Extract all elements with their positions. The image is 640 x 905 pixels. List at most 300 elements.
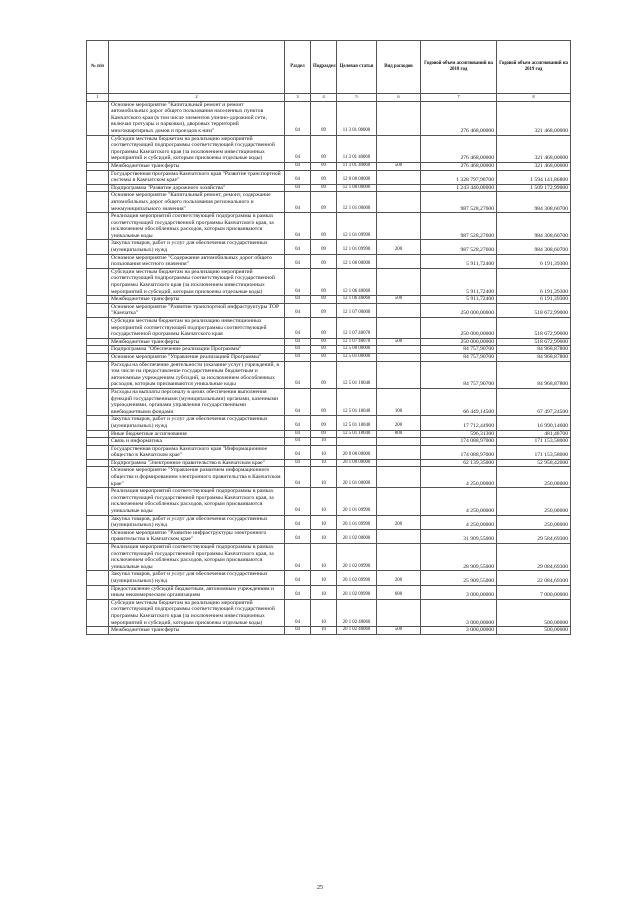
row-name: Закупка товаров, работ и услуг для обеспечения государственных (муниципальных) нужд	[109, 515, 285, 529]
row-amount-2019: 1 594 141,86800	[497, 170, 571, 184]
row-name: Государственная программа Камчатского края "Развитие транспортной системы в Камчатском крае"	[109, 170, 285, 184]
row-name: Государственная программа Камчатского края "Информационное общество в Камчатском крае"	[109, 445, 285, 459]
row-amount-2019: 250,00000	[497, 515, 571, 529]
row-name: Расходы на обеспечение деятельности (оказание услуг) учреждений, в том числе на предоставление государственным бюджетным и автономным учреждениям субсидий, за исключением обособленных расходов, которым присваиваются уникальные коды	[109, 361, 285, 388]
row-amount-2018: 62 139,35000	[421, 459, 497, 467]
row-razdel: 04	[285, 529, 311, 543]
row-amount-2018: 5 911,72400	[421, 268, 497, 295]
table-row	[87, 346, 571, 354]
row-amount-2018: 3 000,00000	[421, 585, 497, 599]
row-amount-2019: 84 968,87800	[497, 353, 571, 361]
row-target-article: 11 3 01 00000	[337, 101, 377, 135]
row-razdel: 04	[285, 599, 311, 626]
row-target-article: 12 1 06 40060	[337, 296, 377, 304]
row-expense-type	[377, 170, 421, 184]
row-target-article: 20 0 00 00000	[337, 445, 377, 459]
row-name: Связь и информатика	[109, 438, 285, 446]
row-podrazdel: 10	[311, 459, 337, 467]
row-amount-2019: 500,00000	[497, 627, 571, 635]
row-expense-type	[377, 361, 421, 388]
row-razdel: 04	[285, 488, 311, 515]
header-razdel: Раздел	[285, 41, 311, 94]
row-expense-type: 200	[377, 416, 421, 430]
row-razdel: 04	[285, 213, 311, 240]
header-num: № п/п	[87, 41, 109, 94]
row-target-article: 20 1 02 09990	[337, 571, 377, 585]
table-row	[87, 268, 571, 295]
row-amount-2018: 28 909,55000	[421, 544, 497, 571]
row-expense-type	[377, 254, 421, 268]
row-amount-2018: 250 000,00000	[421, 338, 497, 346]
row-expense-type	[377, 529, 421, 543]
row-expense-type: 100	[377, 388, 421, 415]
row-num	[87, 184, 109, 192]
row-podrazdel: 09	[311, 296, 337, 304]
row-razdel: 04	[285, 338, 311, 346]
table-row	[87, 135, 571, 162]
row-razdel: 04	[285, 101, 311, 135]
row-num	[87, 361, 109, 388]
table-row	[87, 459, 571, 467]
row-name: Подпрограмма "Электронное правительство в Камчатском крае"	[109, 459, 285, 467]
table-row	[87, 599, 571, 626]
row-razdel: 04	[285, 585, 311, 599]
column-number-row	[87, 94, 571, 102]
row-num	[87, 599, 109, 626]
row-razdel: 04	[285, 388, 311, 415]
row-razdel: 04	[285, 303, 311, 317]
row-name: Подпрограмма "Обеспечение реализации Программы"	[109, 346, 285, 354]
row-expense-type: 200	[377, 515, 421, 529]
row-name: Основное мероприятие "Управление развитием информационного общества и формированием электронного правительства в Камчатском крае"	[109, 467, 285, 488]
row-amount-2018: 4 250,00000	[421, 515, 497, 529]
row-razdel: 04	[285, 268, 311, 295]
row-amount-2019: 16 990,14600	[497, 416, 571, 430]
row-name: Основное мероприятие "Развитие транспортной инфраструктуры ТОР "Камчатка"	[109, 303, 285, 317]
row-expense-type	[377, 438, 421, 446]
row-expense-type: 500	[377, 296, 421, 304]
row-amount-2019: 481,48700	[497, 430, 571, 438]
row-expense-type	[377, 303, 421, 317]
budget-table	[86, 40, 571, 635]
row-target-article: 12 1 06 40060	[337, 268, 377, 295]
row-name: Субсидии местным бюджетам на реализацию мероприятий соответствующей подпрограммы соответствующей государственной программы Камчатского края (за исключением инвестиционных мероприятий и субсидий, которым присвоены отдельные коды)	[109, 268, 285, 295]
table-row	[87, 571, 571, 585]
row-num	[87, 430, 109, 438]
row-amount-2019: 500,00000	[497, 599, 571, 626]
row-amount-2018: 84 757,90700	[421, 346, 497, 354]
row-target-article: 11 3 01 40060	[337, 162, 377, 170]
row-amount-2019: 67 497,24500	[497, 388, 571, 415]
header-row	[87, 41, 571, 94]
row-expense-type	[377, 268, 421, 295]
row-name: Межбюджетные трансферты	[109, 338, 285, 346]
row-target-article: 12 1 06 00000	[337, 254, 377, 268]
row-name: Основное мероприятие "Развитие инфраструктуры электронного правительства в Камчатском крае"	[109, 529, 285, 543]
row-name: Межбюджетные трансферты	[109, 162, 285, 170]
row-razdel: 04	[285, 467, 311, 488]
row-amount-2018: 5 911,72400	[421, 296, 497, 304]
row-amount-2019: 29 084,69300	[497, 544, 571, 571]
header-expense-type: Вид расходов	[377, 41, 421, 94]
row-razdel: 04	[285, 353, 311, 361]
row-name: Основное мероприятие "Капитальный ремонт и ремонт автомобильных дорог общего пользования населенных пунктов Камчатского края (в том числе элементов улично-дорожной сети, включая тротуары и парковки), дворовых территорий многоквартирных домов и проездов к ним"	[109, 101, 285, 135]
row-podrazdel: 09	[311, 162, 337, 170]
row-amount-2019: 22 084,69300	[497, 571, 571, 585]
row-target-article: 11 3 01 40060	[337, 135, 377, 162]
row-expense-type: 800	[377, 430, 421, 438]
row-expense-type	[377, 459, 421, 467]
row-name: Субсидии местным бюджетам на реализацию инвестиционных мероприятий соответствующей подпрограммы соответствующей государственной программы Камчатского края	[109, 318, 285, 339]
row-expense-type	[377, 544, 421, 571]
row-target-article	[337, 438, 377, 446]
row-target-article: 20 1 01 00000	[337, 467, 377, 488]
table-row	[87, 170, 571, 184]
row-podrazdel: 10	[311, 571, 337, 585]
row-amount-2018: 250 000,00000	[421, 318, 497, 339]
row-amount-2018: 276 468,00000	[421, 162, 497, 170]
row-amount-2018: 84 757,90700	[421, 361, 497, 388]
row-target-article: 12 5 01 00000	[337, 353, 377, 361]
row-name: Иные бюджетные ассигнования	[109, 430, 285, 438]
row-podrazdel: 09	[311, 213, 337, 240]
colnum: 3	[285, 94, 311, 102]
row-expense-type	[377, 101, 421, 135]
row-num	[87, 101, 109, 135]
row-amount-2019: 321 468,00000	[497, 101, 571, 135]
row-expense-type: 600	[377, 585, 421, 599]
row-amount-2019: 171 153,58000	[497, 438, 571, 446]
row-target-article: 12 1 00 00000	[337, 184, 377, 192]
row-num	[87, 135, 109, 162]
row-amount-2019: 171 153,58000	[497, 445, 571, 459]
header-podrazdel: Подраздел	[311, 41, 337, 94]
row-podrazdel: 09	[311, 361, 337, 388]
row-amount-2018: 250 000,00000	[421, 303, 497, 317]
row-expense-type	[377, 488, 421, 515]
row-expense-type	[377, 353, 421, 361]
table-row	[87, 192, 571, 213]
row-podrazdel: 10	[311, 438, 337, 446]
budget-table-container	[86, 40, 570, 635]
row-amount-2018: 84 757,90700	[421, 353, 497, 361]
row-num	[87, 388, 109, 415]
row-num	[87, 515, 109, 529]
row-amount-2018: 1 243 440,00000	[421, 184, 497, 192]
row-expense-type	[377, 346, 421, 354]
row-target-article: 20 1 01 09990	[337, 515, 377, 529]
row-amount-2018: 987 528,27600	[421, 240, 497, 254]
row-razdel: 04	[285, 170, 311, 184]
table-row	[87, 213, 571, 240]
row-name: Закупка товаров, работ и услуг для обеспечения государственных (муниципальных) нужд	[109, 416, 285, 430]
row-target-article: 20 1 02 09990	[337, 585, 377, 599]
row-expense-type	[377, 184, 421, 192]
colnum: 7	[421, 94, 497, 102]
row-podrazdel: 10	[311, 627, 337, 635]
row-expense-type: 500	[377, 627, 421, 635]
row-amount-2019: 29 584,69300	[497, 529, 571, 543]
colnum: 4	[311, 94, 337, 102]
row-name: Основное мероприятие "Содержание автомобильных дорог общего пользования местного значения"	[109, 254, 285, 268]
row-podrazdel: 09	[311, 135, 337, 162]
row-name: Расходы на выплаты персоналу в целях обеспечения выполнения функций государственными (муниципальными) органами, казенными учреждениями, органами управления государственными внебюджетными фондами	[109, 388, 285, 415]
row-razdel: 04	[285, 192, 311, 213]
row-amount-2019: 6 191,39300	[497, 268, 571, 295]
table-body	[87, 101, 571, 634]
row-amount-2019: 250,00000	[497, 467, 571, 488]
row-podrazdel: 09	[311, 346, 337, 354]
row-podrazdel: 09	[311, 170, 337, 184]
row-name: Субсидии местным бюджетам на реализацию мероприятий соответствующей подпрограммы соответствующей государственной программы Камчатского края (за исключением инвестиционных мероприятий и субсидий, которым присвоены отдельные коды)	[109, 135, 285, 162]
row-expense-type	[377, 213, 421, 240]
row-target-article: 12 5 00 00000	[337, 346, 377, 354]
table-row	[87, 240, 571, 254]
row-expense-type	[377, 467, 421, 488]
row-podrazdel: 09	[311, 338, 337, 346]
row-num	[87, 438, 109, 446]
row-amount-2018: 31 909,55000	[421, 529, 497, 543]
row-podrazdel: 10	[311, 445, 337, 459]
row-podrazdel: 10	[311, 488, 337, 515]
header-2018: Годовой объем ассигнований на 2018 год	[421, 41, 497, 94]
table-row	[87, 303, 571, 317]
row-name: Закупка товаров, работ и услуг для обеспечения государственных (муниципальных) нужд	[109, 571, 285, 585]
table-row	[87, 430, 571, 438]
row-amount-2018: 3 000,00000	[421, 627, 497, 635]
row-podrazdel: 10	[311, 515, 337, 529]
row-amount-2019: 984 308,60700	[497, 213, 571, 240]
row-amount-2019: 1 509 172,99000	[497, 184, 571, 192]
row-amount-2019: 984 308,60700	[497, 240, 571, 254]
row-num	[87, 192, 109, 213]
row-num	[87, 296, 109, 304]
row-num	[87, 467, 109, 488]
row-podrazdel: 10	[311, 585, 337, 599]
row-num	[87, 318, 109, 339]
row-num	[87, 162, 109, 170]
row-expense-type: 500	[377, 338, 421, 346]
row-num	[87, 353, 109, 361]
row-num	[87, 571, 109, 585]
row-target-article: 12 1 01 09990	[337, 213, 377, 240]
row-name: Межбюджетные трансферты	[109, 296, 285, 304]
colnum: 6	[377, 94, 421, 102]
row-amount-2018: 596,31300	[421, 430, 497, 438]
row-razdel: 04	[285, 135, 311, 162]
row-num	[87, 627, 109, 635]
table-row	[87, 353, 571, 361]
row-num	[87, 268, 109, 295]
row-amount-2018: 4 250,00000	[421, 488, 497, 515]
row-amount-2019: 321 468,00000	[497, 162, 571, 170]
row-target-article: 12 1 07 00000	[337, 303, 377, 317]
row-amount-2019: 84 968,87800	[497, 346, 571, 354]
table-row	[87, 488, 571, 515]
row-amount-2019: 518 672,99000	[497, 303, 571, 317]
row-expense-type	[377, 192, 421, 213]
row-amount-2018: 5 911,72400	[421, 254, 497, 268]
table-row	[87, 544, 571, 571]
row-amount-2018: 174 088,97000	[421, 438, 497, 446]
table-row	[87, 184, 571, 192]
row-name: Основное мероприятие "Капитальный ремонт, ремонт, содержание автомобильных дорог общего пользования регионального и межмуниципального значения"	[109, 192, 285, 213]
row-podrazdel: 09	[311, 184, 337, 192]
table-row	[87, 162, 571, 170]
row-podrazdel: 09	[311, 353, 337, 361]
row-amount-2018: 3 000,00000	[421, 599, 497, 626]
table-row	[87, 361, 571, 388]
row-amount-2018: 276 468,00000	[421, 135, 497, 162]
row-razdel: 04	[285, 438, 311, 446]
row-num	[87, 213, 109, 240]
row-num	[87, 254, 109, 268]
row-target-article: 12 1 01 09990	[337, 240, 377, 254]
row-target-article: 20 1 01 09990	[337, 488, 377, 515]
row-razdel: 04	[285, 627, 311, 635]
row-num	[87, 544, 109, 571]
colnum: 8	[497, 94, 571, 102]
row-target-article: 12 1 07 40070	[337, 318, 377, 339]
row-amount-2019: 518 672,99000	[497, 338, 571, 346]
row-razdel: 04	[285, 361, 311, 388]
row-razdel: 04	[285, 346, 311, 354]
header-target-article: Целевая статья	[337, 41, 377, 94]
row-amount-2019: 250,00000	[497, 488, 571, 515]
row-expense-type	[377, 135, 421, 162]
row-razdel: 04	[285, 254, 311, 268]
row-podrazdel: 09	[311, 416, 337, 430]
row-name: Основное мероприятие "Управление реализацией Программы"	[109, 353, 285, 361]
row-podrazdel: 09	[311, 268, 337, 295]
row-name: Подпрограмма "Развитие дорожного хозяйства"	[109, 184, 285, 192]
row-num	[87, 240, 109, 254]
row-amount-2018: 4 250,00000	[421, 467, 497, 488]
row-expense-type: 200	[377, 240, 421, 254]
row-name: Межбюджетные трансферты	[109, 627, 285, 635]
table-row	[87, 438, 571, 446]
row-amount-2019: 7 000,00000	[497, 585, 571, 599]
page-number: 25	[317, 885, 323, 891]
row-num	[87, 416, 109, 430]
row-expense-type	[377, 599, 421, 626]
row-podrazdel: 09	[311, 240, 337, 254]
header-2019: Годовой объем ассигнований на 2019 год	[497, 41, 571, 94]
row-name: Субсидии местным бюджетам на реализацию мероприятий соответствующей подпрограммы соответствующей государственной программы Камчатского края (за исключением инвестиционных мероприятий и субсидий, которым присвоены отдельные коды)	[109, 599, 285, 626]
row-razdel: 04	[285, 571, 311, 585]
row-podrazdel: 09	[311, 192, 337, 213]
row-amount-2019: 6 191,39300	[497, 254, 571, 268]
row-target-article: 12 1 07 40070	[337, 338, 377, 346]
table-row	[87, 318, 571, 339]
row-num	[87, 303, 109, 317]
row-name: Закупка товаров, работ и услуг для обеспечения государственных (муниципальных) нужд	[109, 240, 285, 254]
colnum: 5	[337, 94, 377, 102]
row-amount-2018: 17 712,44900	[421, 416, 497, 430]
row-podrazdel: 09	[311, 101, 337, 135]
row-num	[87, 445, 109, 459]
row-num	[87, 585, 109, 599]
table-row	[87, 254, 571, 268]
table-row	[87, 445, 571, 459]
row-amount-2018: 276 468,00000	[421, 101, 497, 135]
table-row	[87, 338, 571, 346]
row-podrazdel: 09	[311, 254, 337, 268]
row-target-article: 12 1 01 00000	[337, 192, 377, 213]
row-amount-2018: 25 909,55000	[421, 571, 497, 585]
table-row	[87, 296, 571, 304]
row-target-article: 20 1 00 00000	[337, 459, 377, 467]
table-row	[87, 388, 571, 415]
row-target-article: 12 5 01 10040	[337, 430, 377, 438]
row-amount-2019: 52 958,42000	[497, 459, 571, 467]
row-podrazdel: 09	[311, 388, 337, 415]
table-row	[87, 627, 571, 635]
row-amount-2019: 84 968,87800	[497, 361, 571, 388]
header-name	[109, 41, 285, 94]
row-expense-type	[377, 318, 421, 339]
row-target-article: 20 1 02 40060	[337, 599, 377, 626]
row-target-article: 12 0 00 00000	[337, 170, 377, 184]
row-expense-type	[377, 445, 421, 459]
row-name: Реализация мероприятий соответствующей подпрограммы в рамках соответствующей государственной программы Камчатского края, за исключением обособленных расходов, которым присваиваются уникальные коды	[109, 488, 285, 515]
row-target-article: 12 5 01 10040	[337, 361, 377, 388]
row-podrazdel: 09	[311, 318, 337, 339]
table-row	[87, 585, 571, 599]
row-num	[87, 346, 109, 354]
row-target-article: 12 5 01 10040	[337, 388, 377, 415]
row-razdel: 04	[285, 445, 311, 459]
row-amount-2018: 987 528,27600	[421, 192, 497, 213]
row-amount-2018: 987 528,27600	[421, 213, 497, 240]
table-row	[87, 529, 571, 543]
row-num	[87, 529, 109, 543]
row-razdel: 04	[285, 318, 311, 339]
row-podrazdel: 09	[311, 430, 337, 438]
row-amount-2019: 984 308,60700	[497, 192, 571, 213]
table-row	[87, 467, 571, 488]
row-podrazdel: 10	[311, 544, 337, 571]
row-target-article: 12 5 01 10040	[337, 416, 377, 430]
row-amount-2018: 174 088,97000	[421, 445, 497, 459]
row-podrazdel: 09	[311, 303, 337, 317]
row-num	[87, 338, 109, 346]
row-num	[87, 459, 109, 467]
row-amount-2019: 6 191,39300	[497, 296, 571, 304]
row-razdel: 04	[285, 430, 311, 438]
row-amount-2018: 66 449,14500	[421, 388, 497, 415]
row-target-article: 20 1 02 09990	[337, 544, 377, 571]
row-name: Предоставление субсидий бюджетным, автономным учреждениям и иным некоммерческим организациям	[109, 585, 285, 599]
row-amount-2019: 321 468,00000	[497, 135, 571, 162]
row-name: Реализация мероприятий соответствующей подпрограммы в рамках соответствующей государственной программы Камчатского края, за исключением обособленных расходов, которым присваиваются уникальные коды	[109, 544, 285, 571]
row-razdel: 04	[285, 162, 311, 170]
row-amount-2019: 518 672,99000	[497, 318, 571, 339]
row-expense-type: 500	[377, 162, 421, 170]
row-razdel: 04	[285, 296, 311, 304]
row-razdel: 04	[285, 240, 311, 254]
row-podrazdel: 10	[311, 529, 337, 543]
table-row	[87, 515, 571, 529]
row-razdel: 04	[285, 184, 311, 192]
row-num	[87, 488, 109, 515]
colnum: 2	[109, 94, 285, 102]
row-amount-2018: 1 328 797,90700	[421, 170, 497, 184]
row-expense-type: 200	[377, 571, 421, 585]
table-row	[87, 416, 571, 430]
row-target-article: 20 1 02 00000	[337, 529, 377, 543]
row-num	[87, 170, 109, 184]
